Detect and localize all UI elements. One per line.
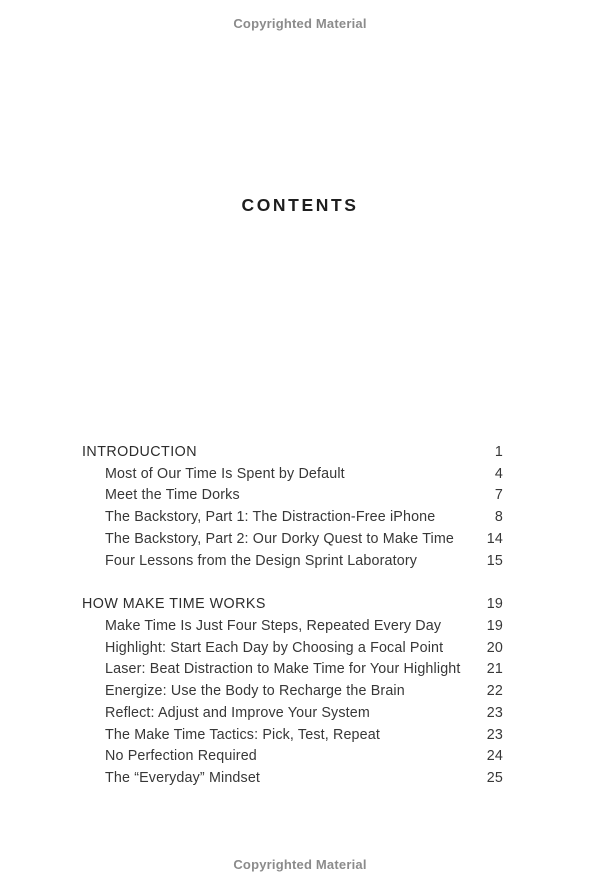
toc-entry-page: 4 [494,465,503,482]
copyright-notice-bottom: Copyrighted Material [233,857,367,872]
toc-entry-page: 22 [486,683,503,700]
toc-entry-label: Laser: Beat Distraction to Make Time for Your Highlight [105,661,461,678]
toc-entry-page: 24 [486,748,503,765]
toc-section-heading-page: 19 [486,596,503,613]
toc-entry [82,725,503,747]
toc-section-heading-page: 1 [494,444,503,460]
toc-entry [82,464,503,486]
table-of-contents [82,442,503,790]
toc-entry-page: 19 [486,618,503,635]
copyright-notice-top: Copyrighted Material [233,16,367,31]
toc-entry-label: The “Everyday” Mindset [105,770,261,787]
toc-entry-label: Energize: Use the Body to Recharge the Brain [105,683,405,700]
toc-entry-label: No Perfection Required [105,748,257,765]
toc-entry-page: 8 [494,509,503,526]
toc-entry-page: 23 [486,704,503,721]
toc-entry [82,507,503,529]
toc-entry [82,681,503,703]
toc-section-how-make-time-works [82,594,503,789]
page-title: CONTENTS [241,195,359,215]
toc-entry-label: Make Time Is Just Four Steps, Repeated Every Day [105,618,442,635]
toc-entry-label: Highlight: Start Each Day by Choosing a Focal Point [105,639,444,656]
toc-entry [82,551,503,573]
toc-section-introduction [82,442,503,572]
toc-section-heading-label: HOW MAKE TIME WORKS [82,596,266,613]
toc-entry-label: The Backstory, Part 1: The Distraction-Free iPhone [105,509,436,526]
toc-entry-label: The Make Time Tactics: Pick, Test, Repeat [105,726,380,743]
toc-entry [82,703,503,725]
toc-entry-label: The Backstory, Part 2: Our Dorky Quest to Make Time [105,530,455,547]
toc-entry [82,529,503,551]
toc-entry-label: Reflect: Adjust and Improve Your System [105,704,370,721]
toc-entry-label: Meet the Time Dorks [105,487,240,504]
toc-entry-page: 21 [486,661,503,678]
toc-entry-page: 23 [486,726,503,743]
toc-entry [82,746,503,768]
toc-entry-label: Most of Our Time Is Spent by Default [105,465,345,482]
toc-entry [82,616,503,638]
toc-entry-page: 14 [486,530,503,547]
toc-entry [82,638,503,660]
toc-entry-page: 20 [486,639,503,656]
toc-entry-label: Four Lessons from the Design Sprint Laboratory [105,552,418,569]
toc-section-heading [82,594,503,616]
toc-entry [82,485,503,507]
toc-section-heading [82,442,503,464]
toc-entry-page: 7 [494,487,503,504]
toc-entry [82,768,503,790]
toc-entry-page: 25 [486,770,503,787]
toc-section-heading-label: INTRODUCTION [82,444,198,460]
toc-entry-page: 15 [486,552,503,569]
toc-entry [82,659,503,681]
